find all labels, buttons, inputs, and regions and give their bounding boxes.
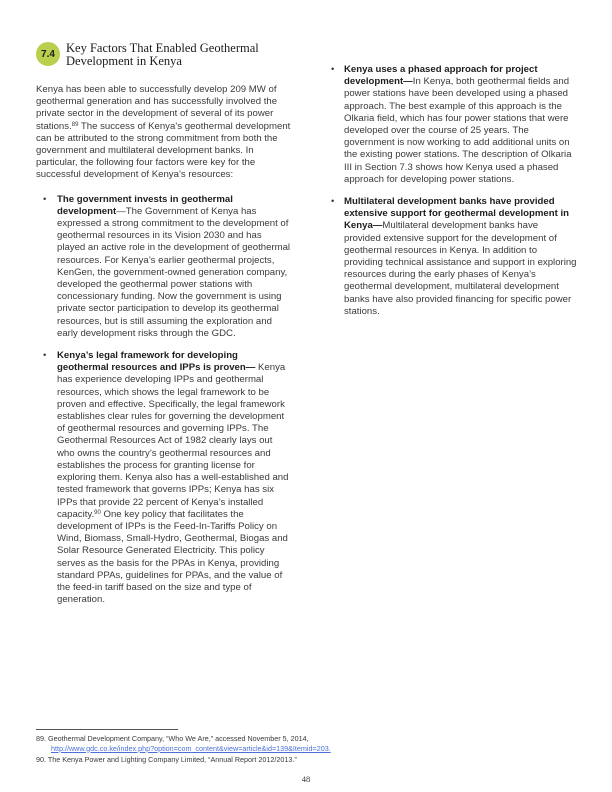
left-column: [36, 84, 291, 616]
factor-list-left: [36, 194, 291, 607]
footnote-link[interactable]: http://www.gdc.co.ke/index.php?option=com_content&view=article&id=139&Itemid=203.: [51, 743, 331, 753]
item-body: Multilateral development banks have provided extensive support for the development of geothermal resources in Kenya. In addition to providing technical assistance and support in exploring resources during the early phases of Kenya’s geothermal development, multilateral development banks have also provided financing for specific power stations.: [344, 220, 577, 317]
item-heading: Multilateral development banks have provided extensive support for geothermal development in Kenya—: [344, 196, 569, 232]
item-heading: Kenya’s legal framework for developing geothermal resources and IPPs is proven—: [57, 350, 256, 374]
list-item-legal-framework: [36, 350, 291, 606]
bullet-dot: •: [43, 193, 47, 205]
intro-text-continued: The success of Kenya’s geothermal development can be attributed to the strong commitment from both the government and multilateral development banks. In particular, the following four factors were key for the successful development of Kenya’s resources:: [36, 120, 291, 181]
item-heading: The government invests in geothermal development: [57, 193, 233, 217]
section-title: Key Factors That Enabled Geothermal Development in Kenya: [66, 41, 259, 68]
bullet-dot: •: [331, 196, 335, 208]
bullet-dot: •: [43, 350, 47, 362]
intro-paragraph: [36, 84, 291, 182]
footnote-text: 90. The Kenya Power and Lighting Company Limited, “Annual Report 2012/2013.”: [36, 755, 297, 764]
item-body: —The Government of Kenya has expressed a strong commitment to the development of geothermal resources in its Vision 2030 and has played an active role in the development of geothermal resources. For Kenya’s earlier geothermal projects, KenGen, the government-owned generation company, developed the geothermal power stations with concessionary funding. Now the government is using private sector participation to develop its geothermal resources, but is still assuming the exploration and early development risks through the GDC.: [57, 205, 291, 339]
factor-list-right: [331, 64, 577, 318]
item-heading: Kenya uses a phased approach for project development—: [344, 64, 538, 88]
footnote-text: 89. Geothermal Development Company, “Who We Are,” accessed November 5, 2014,: [36, 734, 309, 743]
right-column: [331, 64, 577, 328]
footnote-divider: [36, 729, 178, 730]
footnote-ref-89[interactable]: 89: [71, 121, 79, 128]
bullet-dot: •: [331, 64, 335, 75]
footnote-89: [36, 734, 576, 753]
item-body: In Kenya, both geothermal fields and power stations have been developed using a phased approach. The best example of this approach is the Olkaria field, which has four power stations that were developed over the course of 25 years. The government is now working to add additional units on the existing power stations. The description of Olkaria III in Section 7.3 shows how Kenya used a phased approach for developing power stations.: [344, 76, 572, 185]
list-item-multilateral-banks: [331, 196, 577, 318]
section-number-badge: 7.4: [36, 42, 60, 66]
intro-text: Kenya has been able to successfully develop 209 MW of geothermal generation and has successfully involved the private sector in the development of several of its power stations.: [36, 84, 278, 132]
list-item-phased-approach: [331, 64, 577, 186]
list-item-government-invests: [36, 194, 291, 340]
item-body: Kenya has experience developing IPPs and geothermal resources, which shows the legal framework to be proven and effective. Specifically, the legal framework establishes clear rules for governing the development of geothermal resources and governing IPPs. The Geothermal Resources Act of 1982 clearly lays out who owns the country’s geothermal resources and establishes the process for granting license for exploring them. Kenya also has a well-established and tested framework that governs IPPs; Kenya has six IPPs that provide 22 percent of Kenya’s installed capacity.: [57, 362, 289, 520]
page-number: 48: [301, 774, 311, 784]
footnote-ref-90[interactable]: 90: [94, 509, 101, 516]
footnotes: [36, 734, 576, 767]
item-body-continued: One key policy that facilitates the development of IPPs is the Feed-In-Tariffs Policy on Wind, Biomass, Small-Hydro, Geothermal, Biogas and Solar Resource Generated Electricity. This policy serves as the basis for the PPAs in Kenya, providing standard PPAs, guidelines for PPAs, and the value of the feed-in tariff based on the size and type of generation.: [57, 508, 288, 606]
footnote-90: [36, 755, 576, 765]
